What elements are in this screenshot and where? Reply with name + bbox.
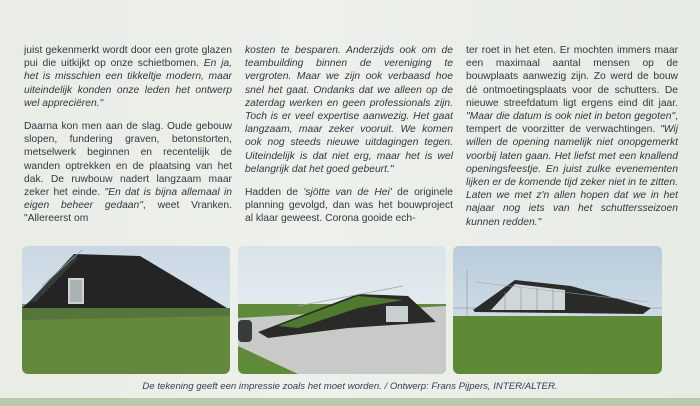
quote: kosten te besparen. Anderzijds ook om de teambuilding binnen de vereniging te vergroten. Maar we zijn ook verbaasd hoe snel het gaat. Ondanks dat we alleen op de zaterdag werken en geen professionals zijn. Toch is er veel expertise aanwezig. Het gaat langzaam, maar zeker vooruit. We komen ook nog steeds nieuwe uitdagingen tegen. Uiteindelijk is dat niet erg, maar het is wel belangrijk dat het goed gebeurt." [245,45,453,175]
paragraph [466,44,678,229]
paragraph [245,186,453,226]
render-front-image [22,246,230,374]
bottom-band [0,398,700,406]
quote: En ja, het is misschien een tikkeltje modern, maar uiteindelijk konden onze leden het ontwerp wel appreciëren." [24,58,232,109]
text-run: de originele planning gevolgd, dan was het bouwproject al klaar geweest. Corona gooide ech- [245,187,453,225]
paragraph [24,120,232,226]
article-column-2 [245,44,453,236]
quote: "Wij willen de opening namelijk niet onopgemerkt voorbij laten gaan. Het liefst met een knallend openingsfeestje. En juist zulke evenementen lijken er de komende tijd zeker niet in te zitten. Laten we met z'n allen hopen dat we in het najaar nog iets van het schuttersseizoen kunnen redden." [466,124,678,228]
render-aerial-image [238,246,446,374]
paragraph [24,44,232,110]
text-run: juist gekenmerkt wordt door een grote glazen pui die uitkijkt op onze schietbomen. [24,45,232,70]
article-column-3 [466,44,678,239]
article-column-1 [24,44,232,236]
text-run: Hadden de [245,187,304,199]
text-run: , weet Vranken. "Allereerst om [24,200,232,225]
quote: "En dat is bijna allemaal in eigen beheer gedaan" [24,187,232,212]
render-section-image [453,246,662,374]
text-run: ter roet in het eten. Er mochten immers maar een maximaal aantal mensen op de bouwplaats aanwezig zijn. Zo werd de bouw dé ontmoetingsplaats voor de schutters. De nieuwe streefdatum ligt ergens eind dit jaar. [466,45,678,109]
text-run: Daarna kon men aan de slag. Oude gebouw slopen, fundering graven, betonstorten, metselwerk beginnen en recentelijk de wanden optrekken en de plaatsing van het dak. De ruwbouw nadert langzaam maar zeker het einde. [24,121,232,199]
quote: "Maar die datum is ook niet in beton gegoten" [466,111,676,123]
club-name: 'sjötte van de Hei' [303,187,392,199]
image-caption: De tekening geeft een impressie zoals het moet worden. / Ontwerp: Frans Pijpers, INTER/ALTER. [142,381,558,392]
text-run: , tempert de voorzitter de verwachtingen. [466,111,678,136]
